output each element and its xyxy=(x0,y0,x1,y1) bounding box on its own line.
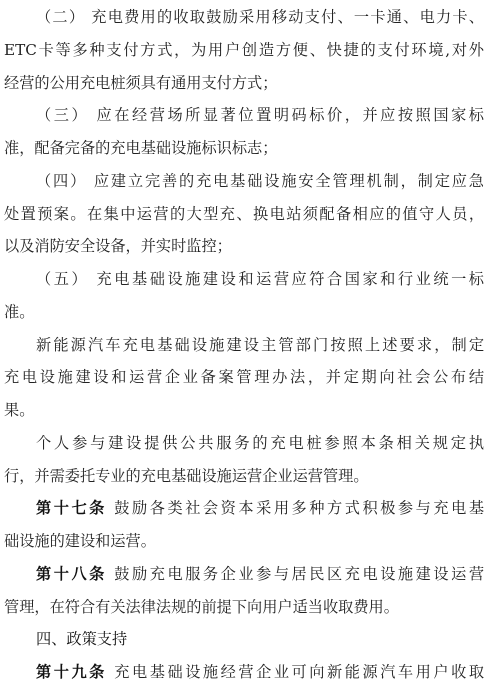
text-line xyxy=(0,264,484,294)
paragraph-line: 鼓励充电服务企业参与居民区充电设施建设运营 xyxy=(106,565,484,583)
article-label: 第十八条 xyxy=(36,565,107,583)
paragraph-line: （四） 应建立完善的充电基础设施安全管理机制，制定应急 xyxy=(36,172,484,190)
text-line xyxy=(0,297,484,327)
paragraph-line: 经营的公用充电桩须具有通用支付方式； xyxy=(4,74,278,92)
text-line xyxy=(0,35,484,65)
paragraph-line: （三） 应在经营场所显著位置明码标价，并应按照国家标 xyxy=(36,106,484,124)
text-line xyxy=(0,657,484,687)
text-line xyxy=(0,592,484,622)
text-line xyxy=(0,199,484,229)
paragraph-line: ETC卡等多种支付方式，为用户创造方便、快捷的支付环境,对外 xyxy=(4,41,484,59)
section-heading xyxy=(0,624,484,654)
paragraph-line: 充电设施建设和运营企业备案管理办法，并定期向社会公布结 xyxy=(4,368,484,386)
paragraph-line: 处置预案。在集中运营的大型充、换电站须配备相应的值守人员， xyxy=(4,205,484,223)
paragraph-line: 鼓励各类社会资本采用多种方式积极参与充电基 xyxy=(106,499,484,517)
paragraph-line: 础设施的建设和运营。 xyxy=(4,532,156,550)
text-line xyxy=(0,330,484,360)
text-line xyxy=(0,461,484,491)
text-line xyxy=(0,68,484,98)
text-line xyxy=(0,100,484,130)
text-line xyxy=(0,559,484,589)
paragraph-line: 充电基础设施经营企业可向新能源汽车用户收取 xyxy=(106,663,484,681)
paragraph-line: 准。 xyxy=(4,303,35,321)
text-line xyxy=(0,231,484,261)
text-line xyxy=(0,395,484,425)
paragraph-line: 准，配备完备的充电基础设施标识标志； xyxy=(4,139,278,157)
paragraph-line: 以及消防安全设备，并实时监控； xyxy=(4,237,232,255)
paragraph-line: （二） 充电费用的收取鼓励采用移动支付、一卡通、电力卡、 xyxy=(36,8,484,26)
paragraph-line: （五） 充电基础设施建设和运营应符合国家和行业统一标 xyxy=(36,270,484,288)
article-label: 第十九条 xyxy=(36,663,107,681)
paragraph-line: 个人参与建设提供公共服务的充电桩参照本条相关规定执 xyxy=(36,434,484,452)
text-line xyxy=(0,493,484,523)
paragraph-line: 新能源汽车充电基础设施建设主管部门按照上述要求，制定 xyxy=(36,336,484,354)
paragraph-line: 管理，在符合有关法律法规的前提下向用户适当收取费用。 xyxy=(4,598,399,616)
paragraph-line: 果。 xyxy=(4,401,35,419)
section-heading-text: 四、政策支持 xyxy=(36,630,128,648)
text-line xyxy=(0,166,484,196)
text-line xyxy=(0,2,484,32)
article-label: 第十七条 xyxy=(36,499,107,517)
paragraph-line: 行，并需委托专业的充电基础设施运营企业运营管理。 xyxy=(4,467,369,485)
text-line xyxy=(0,362,484,392)
text-line xyxy=(0,428,484,458)
text-line xyxy=(0,526,484,556)
text-line xyxy=(0,133,484,163)
